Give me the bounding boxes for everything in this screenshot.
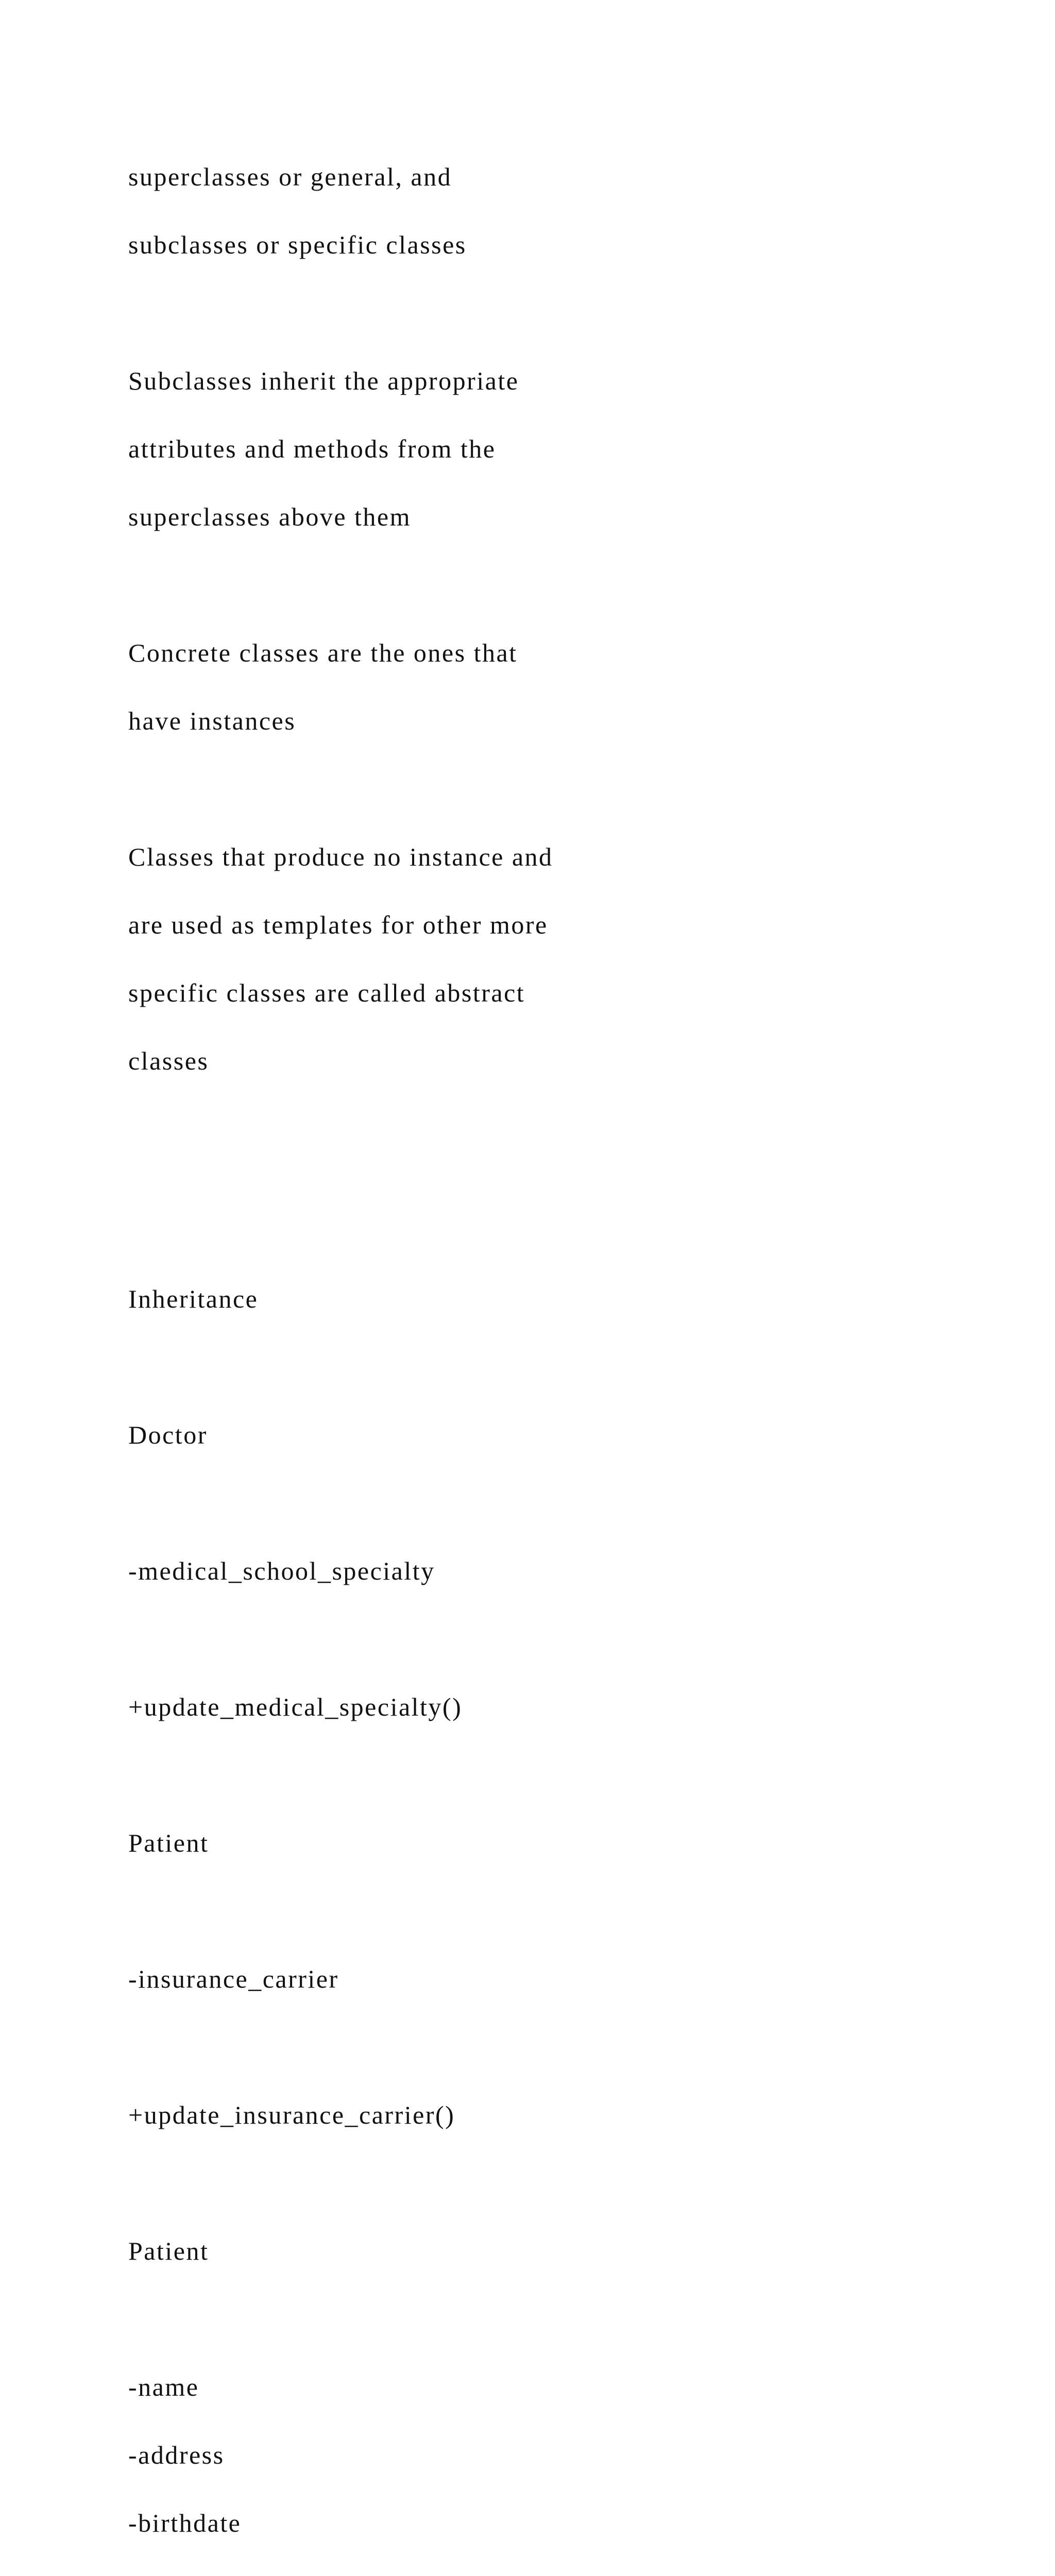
text-line: Patient xyxy=(128,1828,209,1857)
text-line: Subclasses inherit the appropriate xyxy=(128,366,519,395)
text-line: specific classes are called abstract xyxy=(128,978,525,1007)
class-name-doctor xyxy=(128,1384,798,1486)
text-line: have instances xyxy=(128,706,296,735)
heading-inheritance xyxy=(128,1248,798,1350)
text-line: superclasses or general, and xyxy=(128,162,452,191)
text-line: -birthdate xyxy=(128,2509,242,2537)
text-line: +update_medical_specialty() xyxy=(128,1692,463,1721)
text-line: -insurance_carrier xyxy=(128,1964,339,1993)
document-body xyxy=(128,126,798,2576)
text-line: subclasses or specific classes xyxy=(128,230,467,259)
paragraph-superclasses xyxy=(128,126,798,296)
paragraph-abstract-classes xyxy=(128,806,798,1112)
attribute-list-patient xyxy=(128,2336,798,2574)
text-line: Doctor xyxy=(128,1420,208,1449)
text-line: -medical_school_specialty xyxy=(128,1556,435,1585)
text-line: Inheritance xyxy=(128,1284,259,1313)
paragraph-concrete-classes xyxy=(128,602,798,772)
section-gap xyxy=(128,1146,798,1248)
class-name-patient xyxy=(128,1792,798,1894)
text-line: Classes that produce no instance and xyxy=(128,842,553,871)
text-line: -address xyxy=(128,2441,225,2469)
text-line: Concrete classes are the ones that xyxy=(128,638,518,667)
method-update-insurance-carrier xyxy=(128,2064,798,2166)
attribute-insurance-carrier xyxy=(128,1928,798,2030)
text-line: -name xyxy=(128,2372,199,2401)
text-line: superclasses above them xyxy=(128,502,412,531)
paragraph-subclasses-inherit xyxy=(128,330,798,568)
class-name-patient-base xyxy=(128,2200,798,2302)
attribute-medical-school-specialty xyxy=(128,1520,798,1622)
text-line: +update_insurance_carrier() xyxy=(128,2100,455,2129)
text-line: attributes and methods from the xyxy=(128,434,496,463)
text-line: Patient xyxy=(128,2236,209,2265)
text-line: classes xyxy=(128,1046,209,1075)
method-update-medical-specialty xyxy=(128,1656,798,1758)
text-line: are used as templates for other more xyxy=(128,910,548,939)
